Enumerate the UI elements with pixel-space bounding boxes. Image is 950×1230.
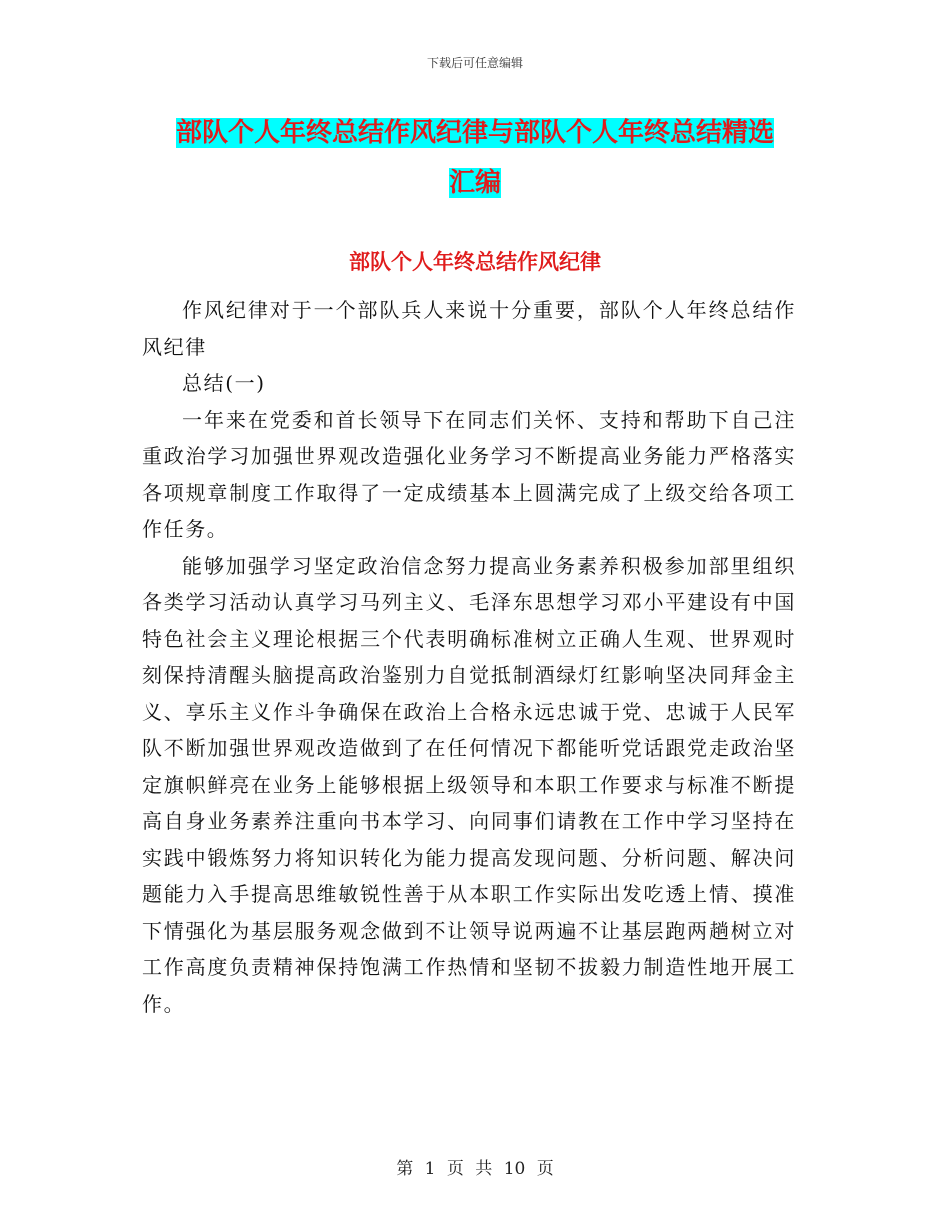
header-note: 下载后可任意编辑 — [426, 56, 523, 70]
section-title: 部队个人年终总结作风纪律 — [349, 250, 601, 274]
paragraph-subheading: 总结(一) — [182, 371, 266, 395]
document-body — [142, 292, 796, 1022]
document-title — [140, 108, 810, 208]
page-number-footer: 第 1 页 共 10 页 — [396, 1159, 554, 1179]
paragraph-2: 能够加强学习坚定政治信念努力提高业务素养积极参加部里组织各类学习活动认真学习马列主义、毛泽东思想学习邓小平建设有中国特色社会主义理论根据三个代表明确标准树立正确人生观、世界观时刻保持清醒头脑提高政治鉴别力自觉抵制酒绿灯红影响坚决同拜金主义、享乐主义作斗争确保在政治上合格永远忠诚于党、忠诚于人民军队不断加强世界观改造做到了在任何情况下都能听党话跟党走政治坚定旗帜鲜亮在业务上能够根据上级领导和本职工作要求与标准不断提高自身业务素养注重向书本学习、向同事们请教在工作中学习坚持在实践中锻炼努力将知识转化为能力提高发现问题、分析问题、解决问题能力入手提高思维敏锐性善于从本职工作实际出发吃透上情、摸准下情强化为基层服务观念做到不让领导说两遍不让基层跑两趟树立对工作高度负责精神保持饱满工作热情和坚韧不拔毅力制造性地开展工作。 — [142, 553, 796, 1016]
document-title-line-2: 汇编 — [448, 168, 501, 198]
paragraph-intro: 作风纪律对于一个部队兵人来说十分重要，部队个人年终总结作风纪律 — [142, 298, 796, 359]
paragraph-1: 一年来在党委和首长领导下在同志们关怀、支持和帮助下自己注重政治学习加强世界观改造强化业务学习不断提高业务能力严格落实各项规章制度工作取得了一定成绩基本上圆满完成了上级交给各项工作任务。 — [142, 407, 796, 541]
document-title-line-1: 部队个人年终总结作风纪律与部队个人年终总结精选 — [175, 118, 774, 148]
